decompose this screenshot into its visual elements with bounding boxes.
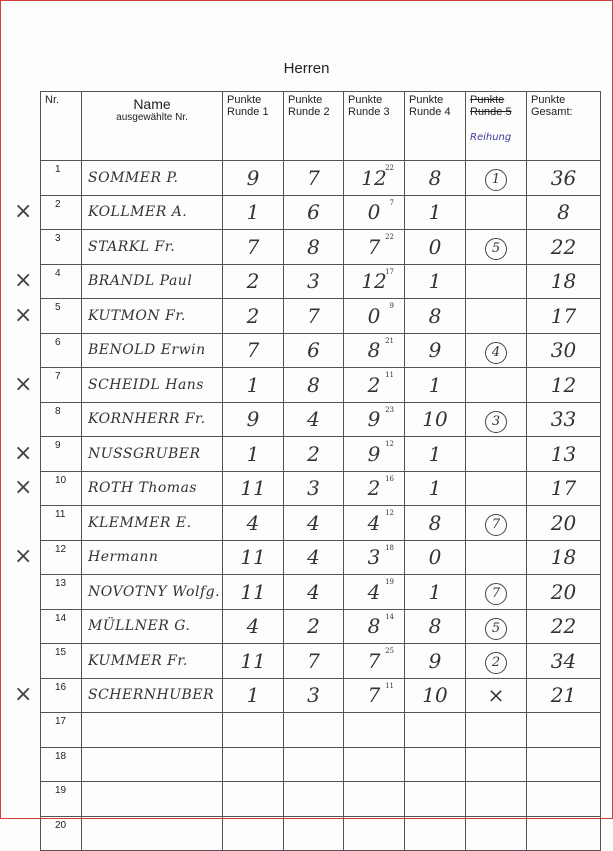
row-number: 2 <box>41 195 82 230</box>
round-3-score <box>344 575 405 610</box>
row-number: 7 <box>41 368 82 403</box>
round-1-score: 11 <box>223 471 284 506</box>
ranking <box>466 609 527 644</box>
round-3-value: 3 <box>367 545 381 570</box>
round-4-score <box>405 747 466 782</box>
ranking <box>466 506 527 541</box>
elimination-mark: × <box>14 544 33 569</box>
round-2-score: 2 <box>284 609 344 644</box>
row-number: 14 <box>41 609 82 644</box>
player-name <box>82 713 223 748</box>
player-name: KLEMMER E. <box>82 506 223 541</box>
page-title: Herren <box>283 60 330 77</box>
round-4-score: 9 <box>405 644 466 679</box>
elimination-mark: × <box>14 302 33 328</box>
total-score: 33 <box>527 402 601 437</box>
table-row <box>41 437 601 472</box>
round-2-score: 3 <box>284 264 344 299</box>
row-number: 15 <box>41 644 82 679</box>
round-3-value: 7 <box>367 648 381 673</box>
table-row <box>41 368 601 403</box>
ranking-value: × <box>487 683 505 708</box>
round-3-score <box>344 471 405 506</box>
header-name-label: Name <box>133 96 171 112</box>
total-score: 20 <box>527 506 601 541</box>
round-4-score: 10 <box>405 402 466 437</box>
round-3-score <box>344 747 405 782</box>
elimination-mark: × <box>14 475 33 500</box>
row-number: 12 <box>41 540 82 575</box>
table-row <box>41 161 601 196</box>
round-1-score <box>223 816 284 851</box>
player-name: SCHERNHUBER <box>82 678 223 713</box>
elimination-mark: × <box>14 682 33 707</box>
row-number: 17 <box>41 713 82 748</box>
row-number: 8 <box>41 402 82 437</box>
selected-number: 11 <box>385 681 394 690</box>
ranking-value: 4 <box>485 342 507 364</box>
round-2-score: 8 <box>284 368 344 403</box>
round-4-score: 8 <box>405 506 466 541</box>
round-4-score: 1 <box>405 471 466 506</box>
table-row <box>41 816 601 851</box>
round-3-value: 0 <box>367 200 381 225</box>
header-round-1: Punkte Runde 1 <box>223 92 284 161</box>
round-3-score <box>344 333 405 368</box>
round-3-value: 4 <box>367 579 381 604</box>
selected-number: 12 <box>385 440 394 448</box>
round-4-score: 10 <box>405 678 466 713</box>
table-row <box>41 471 601 506</box>
round-1-score: 11 <box>223 540 284 575</box>
total-score: 17 <box>527 471 601 506</box>
ranking <box>466 333 527 368</box>
round-2-score: 8 <box>284 230 344 265</box>
elimination-mark: × <box>14 440 33 466</box>
player-name <box>82 747 223 782</box>
table-row <box>41 230 601 265</box>
row-number: 20 <box>41 816 82 851</box>
round-1-score <box>223 782 284 817</box>
round-3-value: 12 <box>361 165 387 190</box>
ranking-value: 5 <box>485 238 507 260</box>
total-score: 22 <box>527 609 601 644</box>
ranking <box>466 402 527 437</box>
table-row <box>41 540 601 575</box>
round-4-score: 1 <box>405 368 466 403</box>
header-total: Punkte Gesamt: <box>527 92 601 161</box>
round-2-score <box>284 713 344 748</box>
ranking <box>466 471 527 506</box>
ranking <box>466 747 527 782</box>
elimination-mark: × <box>14 268 33 293</box>
player-name: NOVOTNY Wolfg. <box>82 575 223 610</box>
table-row <box>41 713 601 748</box>
player-name: MÜLLNER G. <box>82 609 223 644</box>
ranking <box>466 437 527 472</box>
ranking <box>466 644 527 679</box>
player-name: KUMMER Fr. <box>82 644 223 679</box>
total-score <box>527 782 601 817</box>
header-ranking-note: Reihung <box>470 132 512 143</box>
header-round-3: Punkte Runde 3 <box>344 92 405 161</box>
round-2-score: 4 <box>284 575 344 610</box>
round-1-score <box>223 747 284 782</box>
round-3-score <box>344 540 405 575</box>
header-row <box>41 92 601 161</box>
header-round-4: Punkte Runde 4 <box>405 92 466 161</box>
ranking <box>466 816 527 851</box>
selected-number: 17 <box>385 267 394 276</box>
round-3-score <box>344 368 405 403</box>
selected-number: 16 <box>385 474 394 483</box>
header-round-5: Punkte Runde 5 Reihung <box>466 92 527 161</box>
selected-number: 11 <box>385 371 394 379</box>
row-number: 3 <box>41 230 82 265</box>
round-3-score <box>344 230 405 265</box>
row-number: 1 <box>41 161 82 196</box>
round-4-score: 1 <box>405 575 466 610</box>
table-row <box>41 402 601 437</box>
ranking <box>466 575 527 610</box>
round-4-score: 0 <box>405 230 466 265</box>
table-row <box>41 299 601 334</box>
player-name: KUTMON Fr. <box>82 299 223 334</box>
round-3-value: 2 <box>367 476 381 501</box>
table-row <box>41 782 601 817</box>
round-3-score <box>344 437 405 472</box>
total-score: 21 <box>527 678 601 713</box>
selected-number: 25 <box>385 647 394 655</box>
ranking <box>466 368 527 403</box>
table-row <box>41 609 601 644</box>
row-number: 11 <box>41 506 82 541</box>
round-4-score: 8 <box>405 609 466 644</box>
round-1-score: 1 <box>223 368 284 403</box>
total-score: 12 <box>527 368 601 403</box>
round-3-score <box>344 644 405 679</box>
round-3-value: 2 <box>367 372 381 397</box>
round-4-score: 1 <box>405 437 466 472</box>
player-name: KORNHERR Fr. <box>82 402 223 437</box>
round-4-score: 0 <box>405 540 466 575</box>
total-score: 13 <box>527 437 601 472</box>
round-1-score: 1 <box>223 678 284 713</box>
round-1-score: 7 <box>223 230 284 265</box>
player-name: SCHEIDL Hans <box>82 368 223 403</box>
round-4-score: 9 <box>405 333 466 368</box>
row-number: 10 <box>41 471 82 506</box>
player-name: BENOLD Erwin <box>82 333 223 368</box>
round-3-score <box>344 299 405 334</box>
round-3-value: 9 <box>367 407 381 432</box>
row-number: 18 <box>41 747 82 782</box>
round-2-score <box>284 816 344 851</box>
round-2-score: 7 <box>284 299 344 334</box>
selected-number: 9 <box>389 302 394 310</box>
round-3-value: 7 <box>367 234 381 259</box>
round-2-score: 4 <box>284 402 344 437</box>
header-nr: Nr. <box>41 92 82 161</box>
round-4-score: 8 <box>405 161 466 196</box>
header-name <box>82 92 223 161</box>
round-2-score: 4 <box>284 506 344 541</box>
round-3-value: 4 <box>367 510 381 535</box>
header-name-sub: ausgewählte Nr. <box>116 112 188 123</box>
selected-number: 14 <box>385 612 394 621</box>
player-name: KOLLMER A. <box>82 195 223 230</box>
ranking <box>466 195 527 230</box>
total-score: 17 <box>527 299 601 334</box>
total-score: 20 <box>527 575 601 610</box>
player-name: STARKL Fr. <box>82 230 223 265</box>
round-2-score <box>284 747 344 782</box>
ranking <box>466 678 527 713</box>
round-1-score: 1 <box>223 195 284 230</box>
round-3-value: 12 <box>361 269 387 294</box>
round-4-score <box>405 816 466 851</box>
round-1-score: 4 <box>223 609 284 644</box>
row-number: 5 <box>41 299 82 334</box>
round-4-score <box>405 713 466 748</box>
round-2-score: 4 <box>284 540 344 575</box>
round-3-score <box>344 264 405 299</box>
row-number: 6 <box>41 333 82 368</box>
ranking <box>466 540 527 575</box>
row-number: 9 <box>41 437 82 472</box>
round-1-score: 2 <box>223 264 284 299</box>
table-row <box>41 644 601 679</box>
row-number: 4 <box>41 264 82 299</box>
round-3-score <box>344 782 405 817</box>
player-name <box>82 782 223 817</box>
elimination-mark: × <box>14 199 33 224</box>
table-row <box>41 575 601 610</box>
round-3-score <box>344 609 405 644</box>
round-3-value: 0 <box>367 303 381 328</box>
total-score: 8 <box>527 195 601 230</box>
round-4-score: 8 <box>405 299 466 334</box>
player-name: Hermann <box>82 540 223 575</box>
round-2-score: 3 <box>284 678 344 713</box>
table-row <box>41 678 601 713</box>
selected-number: 19 <box>385 578 394 586</box>
round-3-score <box>344 678 405 713</box>
total-score: 30 <box>527 333 601 368</box>
total-score <box>527 747 601 782</box>
total-score: 18 <box>527 264 601 299</box>
round-1-score: 2 <box>223 299 284 334</box>
round-1-score <box>223 713 284 748</box>
elimination-mark: × <box>14 371 33 397</box>
ranking-value: 1 <box>485 169 507 191</box>
ranking <box>466 230 527 265</box>
total-score: 34 <box>527 644 601 679</box>
player-name: NUSSGRUBER <box>82 437 223 472</box>
row-number: 13 <box>41 575 82 610</box>
total-score <box>527 816 601 851</box>
round-2-score: 3 <box>284 471 344 506</box>
selected-number: 7 <box>389 198 394 207</box>
round-1-score: 11 <box>223 575 284 610</box>
ranking-value: 3 <box>485 411 507 433</box>
round-1-score: 11 <box>223 644 284 679</box>
player-name <box>82 816 223 851</box>
ranking-value: 7 <box>485 583 507 605</box>
ranking <box>466 264 527 299</box>
selected-number: 21 <box>385 336 394 345</box>
round-4-score: 1 <box>405 264 466 299</box>
ranking <box>466 299 527 334</box>
round-2-score: 2 <box>284 437 344 472</box>
ranking-value: 7 <box>485 514 507 536</box>
round-1-score: 9 <box>223 402 284 437</box>
selected-number: 22 <box>385 233 394 241</box>
total-score <box>527 713 601 748</box>
round-3-score <box>344 161 405 196</box>
player-name: BRANDL Paul <box>82 264 223 299</box>
total-score: 18 <box>527 540 601 575</box>
ranking-value: 2 <box>485 652 507 674</box>
table-row <box>41 747 601 782</box>
total-score: 22 <box>527 230 601 265</box>
round-3-value: 7 <box>367 683 381 708</box>
table-row <box>41 264 601 299</box>
round-3-value: 9 <box>367 441 381 466</box>
header-round-2: Punkte Runde 2 <box>284 92 344 161</box>
round-2-score: 6 <box>284 195 344 230</box>
round-3-score <box>344 195 405 230</box>
player-name: ROTH Thomas <box>82 471 223 506</box>
total-score: 36 <box>527 161 601 196</box>
table-row <box>41 195 601 230</box>
round-1-score: 7 <box>223 333 284 368</box>
round-2-score: 6 <box>284 333 344 368</box>
round-1-score: 1 <box>223 437 284 472</box>
player-name: SOMMER P. <box>82 161 223 196</box>
table-row <box>41 333 601 368</box>
round-3-score <box>344 402 405 437</box>
row-number: 19 <box>41 782 82 817</box>
round-1-score: 4 <box>223 506 284 541</box>
round-4-score: 1 <box>405 195 466 230</box>
ranking <box>466 161 527 196</box>
round-4-score <box>405 782 466 817</box>
round-3-score <box>344 816 405 851</box>
selected-number: 18 <box>385 543 394 552</box>
ranking <box>466 713 527 748</box>
round-3-value: 8 <box>367 614 381 639</box>
score-table <box>40 91 601 851</box>
round-1-score: 9 <box>223 161 284 196</box>
table-row <box>41 506 601 541</box>
selected-number: 22 <box>385 164 394 172</box>
round-3-score <box>344 713 405 748</box>
ranking <box>466 782 527 817</box>
round-3-value: 8 <box>367 338 381 363</box>
round-3-score <box>344 506 405 541</box>
round-2-score <box>284 782 344 817</box>
row-number: 16 <box>41 678 82 713</box>
selected-number: 23 <box>385 405 394 414</box>
round-2-score: 7 <box>284 644 344 679</box>
ranking-value: 5 <box>485 618 507 640</box>
round-2-score: 7 <box>284 161 344 196</box>
selected-number: 12 <box>385 509 394 517</box>
